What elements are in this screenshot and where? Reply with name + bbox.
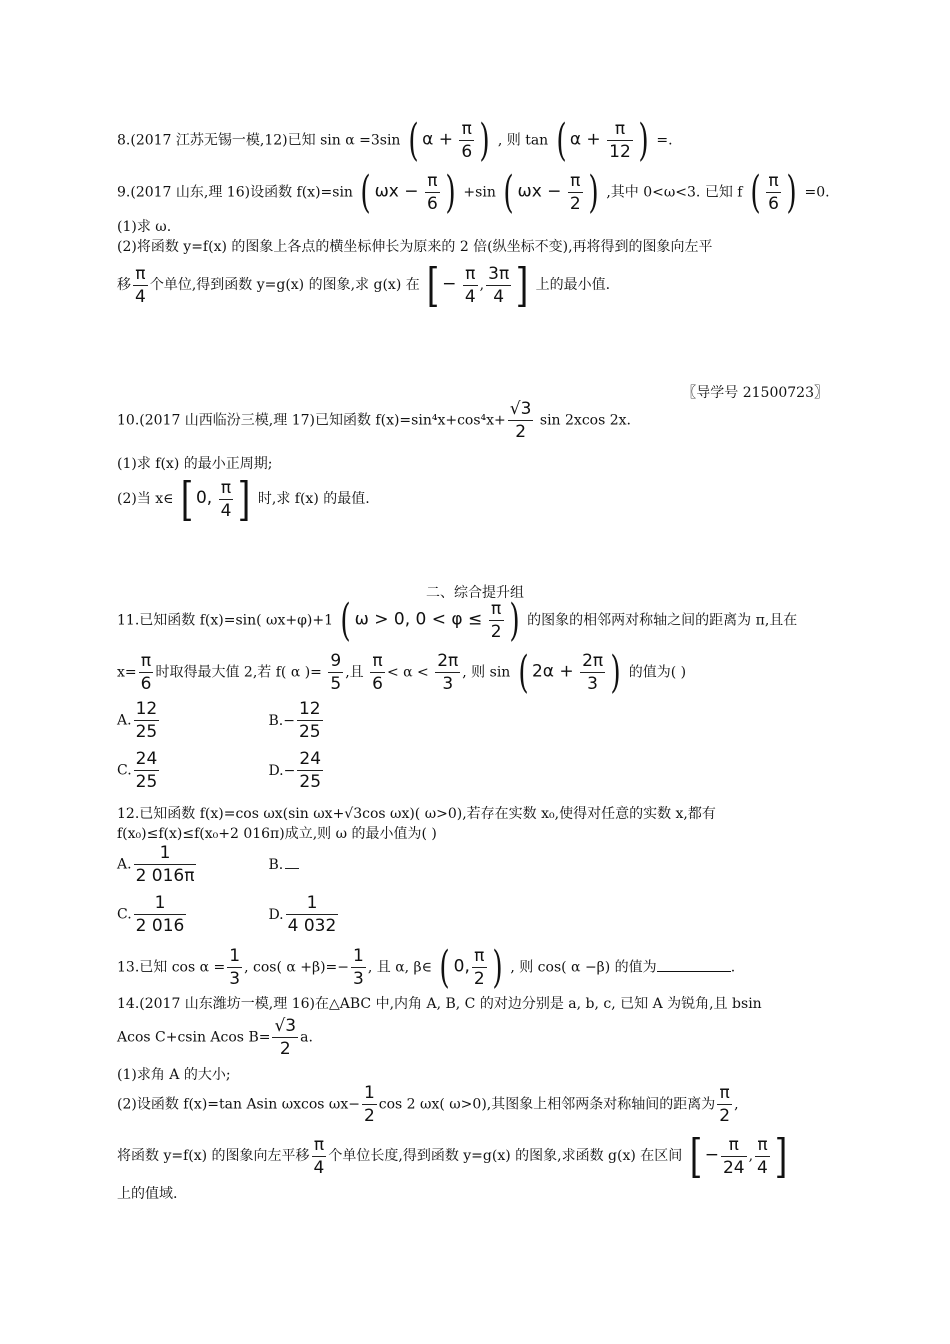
- q11-line2-a: x=: [117, 664, 137, 681]
- q11-arg: 2α +: [531, 661, 574, 682]
- q14-line1: 14.(2017 山东潍坊一模,理 16)在△ABC 中,内角 A, B, C 的对边分别是 a, b, c, 已知 A 为锐角,且 bsin: [117, 996, 762, 1012]
- q13-frac3: $\frac{\pi}{2}$: [473, 946, 485, 989]
- q11-line2-b: 时取得最大值 2,若 f( α )=: [155, 664, 322, 681]
- q13-frac2: $\frac{1}{3}$: [353, 946, 364, 989]
- q11-prefix: 11.已知函数 f(x)=sin( ωx+φ)+1: [117, 612, 333, 629]
- q12-options-row1: [117, 842, 299, 887]
- q8-arg2: α +: [569, 129, 601, 150]
- q14-line4: 上的值域.: [117, 1186, 178, 1202]
- q9-part1: (1)求 ω.: [117, 219, 172, 235]
- q10-part2-end: 时,求 f(x) 的最值.: [257, 491, 370, 507]
- q12-option-a: A. $\frac{1}{2 016\pi}$: [117, 843, 195, 886]
- q8-arg1: α +: [422, 129, 453, 150]
- q14-line2-b: a.: [300, 1029, 313, 1046]
- q13-end: , 则 cos( α −β) 的值为: [510, 959, 657, 976]
- q11-options-row2: [117, 748, 325, 793]
- q11-frac1: $\frac{\pi}{2}$: [490, 599, 502, 642]
- q9-interval-sign: −: [442, 274, 457, 294]
- q9-part2b-lead: 移: [117, 277, 131, 293]
- q9-part2: (2)将函数 y=f(x) 的图象上各点的横坐标伸长为原来的 2 倍(纵坐标不变),再将得到的图象向左平: [117, 239, 713, 255]
- q14-line2-a: Acos C+csin Acos B=: [117, 1029, 271, 1046]
- q10-part2: (2)当 x∈ [ 0, $\frac{\pi}{4}$ ] 时,求 f(x) 的最值.: [117, 472, 370, 526]
- q11-line1: 11.已知函数 f(x)=sin( ωx+φ)+1 ( ω > 0, 0 < φ ≤ $\frac{\pi}{2}$ ) 的图象的相邻两对称轴之间的距离为 π,且在: [117, 594, 798, 646]
- q14-line2: [117, 1015, 313, 1060]
- q12-options-row2: [117, 892, 340, 937]
- q14-part2-b: cos 2 ωx( ω>0),其图象上相邻两条对称轴间的距离为: [378, 1096, 716, 1113]
- q9-arg2: ωx −: [517, 181, 562, 202]
- q9-frac5: $\frac{\pi}{4}$: [464, 263, 476, 307]
- q10-prefix: 10.(2017 山西临汾三模,理 17)已知函数 f(x)=sin⁴x+cos⁴x+: [117, 412, 506, 429]
- q14-frac1: $\frac{√3}{2}$: [274, 1016, 297, 1059]
- q13-mid2: , 且 α, β∈: [367, 959, 433, 976]
- q13-interval-lo: 0,: [453, 956, 470, 977]
- q11-option-a: A. $\frac{12}{25}$: [117, 699, 158, 742]
- q14-line3-b: 个单位长度,得到函数 y=g(x) 的图象,求函数 g(x) 在区间: [328, 1148, 683, 1164]
- q12-option-d: D. $\frac{1}{4 032}$: [268, 893, 337, 936]
- q14-part2-a: (2)设函数 f(x)=tan Asin ωxcos ωx−: [117, 1096, 360, 1113]
- q14-part2-c: ,: [734, 1096, 739, 1113]
- q14-line3: 将函数 y=f(x) 的图象向左平移 $\frac{\pi}{4}$ 个单位长度,得到函数 y=g(x) 的图象,求函数 g(x) 在区间 [ − $\frac{\pi}{24}$ , $\frac{\pi}{4}$ ]: [117, 1129, 788, 1183]
- q11-line2-f: 的值为( ): [628, 664, 687, 681]
- q9-frac4: $\frac{\pi}{4}$: [135, 263, 146, 307]
- q9-line: 9.(2017 山东,理 16)设函数 f(x)=sin ( ωx − $\frac{\pi}{6}$ ) +sin ( ωx − $\frac{\pi}{2}$ ) ,其中 0<ω<3. 已知 f ( $\frac{\pi}{6}$ ) =0.: [117, 166, 830, 218]
- q13-prefix: 13.已知 cos α =: [117, 959, 226, 976]
- q11-line2-c: ,且: [345, 664, 364, 681]
- q11-frac5: $\frac{2\pi}{3}$: [437, 651, 459, 694]
- q11-cond: ω > 0, 0 < φ ≤: [354, 609, 483, 630]
- q11-frac2: $\frac{\pi}{6}$: [140, 651, 152, 694]
- q8-mid: , 则 tan: [497, 132, 549, 149]
- q9-part2b-mid: 个单位,得到函数 y=g(x) 的图象,求 g(x) 在: [149, 277, 420, 293]
- q11-frac6: $\frac{2\pi}{3}$: [582, 651, 604, 694]
- q11-option-c: C. $\frac{24}{25}$: [117, 749, 158, 792]
- q8-line: 8.(2017 江苏无锡一模,12)已知 sin α =3sin ( α + $\frac{\pi}{6}$ ) , 则 tan ( α + $\frac{\pi}{12}$ ) =.: [117, 114, 673, 166]
- q9-plus: +sin: [463, 184, 496, 201]
- q12-line2: f(x₀)≤f(x)≤f(x₀+2 016π)成立,则 ω 的最小值为( ): [117, 826, 437, 842]
- q14-frac2: $\frac{1}{2}$: [363, 1083, 375, 1126]
- q14-frac3: $\frac{\pi}{2}$: [719, 1083, 731, 1126]
- q8-alpha-eq: α =3sin: [345, 132, 401, 149]
- q13-answer-blank[interactable]: [657, 957, 731, 972]
- q11-option-d: D.− $\frac{24}{25}$: [268, 749, 322, 792]
- q9-frac3: $\frac{\pi}{6}$: [768, 171, 779, 214]
- q13-mid1: , cos( α +β)=−: [244, 959, 350, 976]
- q14-frac5: $\frac{\pi}{24}$: [722, 1134, 745, 1178]
- q9-prefix: 9.(2017 山东,理 16)设函数 f(x)=sin: [117, 184, 353, 201]
- q11-frac3: $\frac{9}{5}$: [330, 651, 342, 694]
- q11-options-row1: [117, 698, 325, 743]
- q11-frac4: $\frac{\pi}{6}$: [372, 651, 383, 694]
- q11-line2-d: < α <: [386, 664, 429, 681]
- q13-frac1: $\frac{1}{3}$: [229, 946, 241, 989]
- q14-part1: (1)求角 A 的大小;: [117, 1067, 231, 1083]
- q9-arg1: ωx −: [374, 181, 419, 202]
- q12-option-b: B.: [268, 857, 299, 873]
- q9-part2b-end: 上的最小值.: [535, 277, 611, 293]
- q14-part2: [117, 1082, 739, 1127]
- q9-part2b: 移 $\frac{\pi}{4}$ 个单位,得到函数 y=g(x) 的图象,求 g(x) 在 [ − $\frac{\pi}{4}$ , $\frac{3\pi}{4}$ ] 上的最小值.: [117, 258, 611, 312]
- section-title: 二、综合提升组: [426, 585, 524, 601]
- q8-end: =.: [656, 132, 673, 149]
- q11-end: 的图象的相邻两对称轴之间的距离为 π,且在: [527, 612, 798, 629]
- q8-frac1: $\frac{\pi}{6}$: [461, 119, 473, 162]
- q11-line2-e: , 则 sin: [462, 664, 511, 681]
- q9-frac6: $\frac{3\pi}{4}$: [488, 263, 510, 307]
- q9-frac1: $\frac{\pi}{6}$: [426, 171, 438, 214]
- q10-interval-lo: 0,: [195, 488, 213, 508]
- guide-number: 〖导学号 21500723〗: [682, 385, 828, 401]
- q12-option-c: C. $\frac{1}{2 016}$: [117, 893, 185, 936]
- q10-part2-lead: (2)当 x∈: [117, 491, 174, 507]
- q12-line1: 12.已知函数 f(x)=cos ωx(sin ωx+√3cos ωx)( ω>0),若存在实数 x₀,使得对任意的实数 x,都有: [117, 806, 716, 822]
- q10-frac2: $\frac{\pi}{4}$: [220, 477, 232, 521]
- q10-frac1: $\frac{√3}{2}$: [509, 399, 532, 442]
- q8-frac2: $\frac{\pi}{12}$: [609, 119, 631, 162]
- q8-prefix: 8.(2017 江苏无锡一模,12)已知 sin: [117, 132, 341, 149]
- q10-part1: (1)求 f(x) 的最小正周期;: [117, 456, 273, 472]
- q9-end: =0.: [804, 184, 830, 201]
- q9-frac2: $\frac{\pi}{2}$: [569, 171, 581, 214]
- q14-interval-sign: −: [704, 1145, 719, 1165]
- q10-end: sin 2xcos 2x.: [539, 412, 631, 429]
- q10-line: [117, 398, 631, 443]
- q14-line3-a: 将函数 y=f(x) 的图象向左平移: [117, 1148, 310, 1164]
- q14-frac4: $\frac{\pi}{4}$: [313, 1134, 325, 1178]
- q14-frac6: $\frac{\pi}{4}$: [757, 1134, 768, 1178]
- q13-line: 13.已知 cos α = $\frac{1}{3}$ , cos( α +β)=− $\frac{1}{3}$ , 且 α, β∈ ( 0, $\frac{\pi}{2}$ ) , 则 cos( α −β) 的值为 .: [117, 941, 736, 993]
- q11-line2: x= $\frac{\pi}{6}$ 时取得最大值 2,若 f( α )= $\frac{9}{5}$ ,且 $\frac{\pi}{6}$ < α < $\frac{2\pi}{3}$ , 则 sin ( 2α + $\frac{2\pi}{3}$ ) 的值为( ): [117, 646, 687, 698]
- q11-option-b: B.− $\frac{12}{25}$: [268, 699, 321, 742]
- q9-mid: ,其中 0<ω<3. 已知 f: [606, 184, 743, 201]
